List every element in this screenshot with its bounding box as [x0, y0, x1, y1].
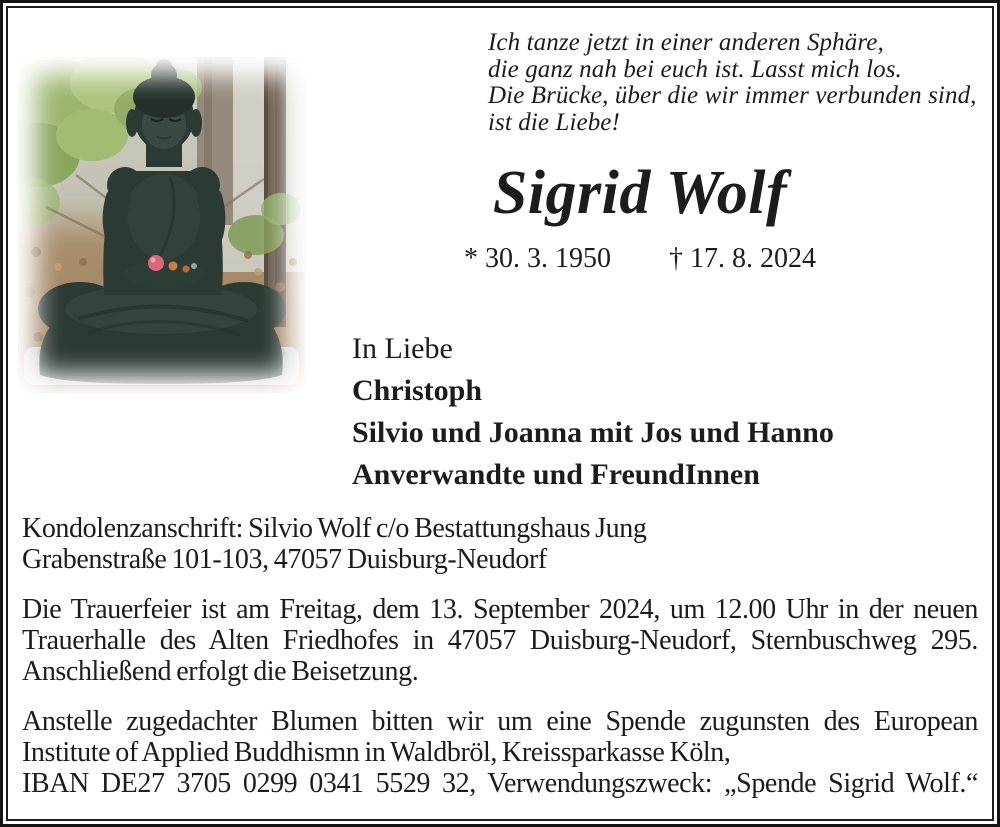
- text-line: Silvio und Joanna mit Jos und Hanno: [352, 416, 834, 449]
- text-line: IBAN DE27 3705 0299 0341 5529 32, Verwendungszweck: „Spende Sigrid Wolf.“: [22, 768, 978, 799]
- text-line: Christoph: [352, 374, 483, 407]
- text-line: Institute of Applied Buddhismn in Waldbröl, Kreissparkasse Köln,: [22, 737, 731, 768]
- death-date: † 17. 8. 2024: [669, 243, 816, 274]
- text-line: Grabenstraße 101-103, 47057 Duisburg-Neudorf: [22, 544, 547, 575]
- text-line: ist die Liebe!: [488, 108, 620, 136]
- mourners-block: [352, 328, 834, 496]
- text-line: Trauerhalle des Alten Friedhofes in 47057 Duisburg-Neudorf, Sternbuschweg 295.: [22, 625, 978, 656]
- birth-date: * 30. 3. 1950: [464, 243, 611, 274]
- text-line: Die Trauerfeier ist am Freitag, dem 13. September 2024, um 12.00 Uhr in der neuen: [22, 594, 978, 625]
- mourners-intro: In Liebe: [352, 332, 453, 365]
- life-dates: [420, 244, 860, 274]
- buddha-statue-image: [18, 57, 305, 393]
- text-line: Anschließend erfolgt die Beisetzung.: [22, 656, 419, 687]
- paragraph: [22, 513, 978, 575]
- mourners-names: [352, 370, 834, 496]
- notice-paragraphs: [22, 513, 978, 818]
- text-line: Die Brücke, über die wir immer verbunden sind,: [488, 82, 977, 109]
- text-line: Anverwandte und FreundInnen: [352, 458, 760, 491]
- text-line: Ich tanze jetzt in einer anderen Sphäre,: [488, 29, 884, 56]
- memorial-photo: [18, 57, 305, 393]
- deceased-name: Sigrid Wolf: [492, 159, 788, 227]
- text-line: Anstelle zugedachter Blumen bitten wir um eine Spende zugunsten des European: [22, 706, 978, 737]
- text-line: die ganz nah bei euch ist. Lasst mich los.: [488, 55, 902, 83]
- poem: [488, 30, 977, 136]
- paragraph: [22, 594, 978, 687]
- text-line: Kondolenzanschrift: Silvio Wolf c/o Bestattungshaus Jung: [22, 513, 647, 544]
- paragraph: [22, 706, 978, 799]
